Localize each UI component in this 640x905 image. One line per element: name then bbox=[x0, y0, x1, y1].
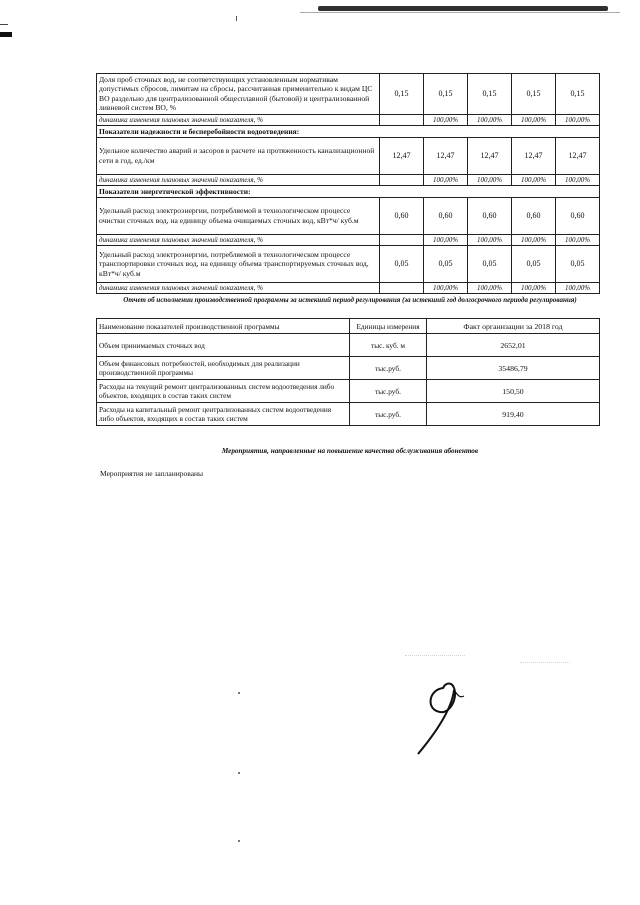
dynamics-label: динамика изменения плановых значений показателя, % bbox=[97, 282, 380, 293]
dynamics-label: динамика изменения плановых значений показателя, % bbox=[97, 234, 380, 245]
indicator-label: Удельный расход электроэнергии, потребляемой в технологическом процессе транспортировки сточных вод, на единицу объема транспортируемых сточных вод, кВт*ч/ куб.м bbox=[97, 245, 380, 282]
report-title: Отчет об исполнении производственной программы за истекший период регулирования (за истекший год долгосрочного периода регулирования) bbox=[123, 296, 577, 304]
dynamics-value: 100,00% bbox=[424, 114, 468, 125]
indicator-value: 0,05 bbox=[380, 245, 424, 282]
section-row bbox=[97, 185, 600, 197]
indicator-value: 0,60 bbox=[380, 197, 424, 234]
report-row bbox=[97, 357, 600, 380]
header-name: Наименование показателей производственной программы bbox=[97, 319, 350, 334]
indicator-label: Удельное количество аварий и засоров в расчете на протяженность канализационной сети в год, ед./км bbox=[97, 137, 380, 174]
dynamics-value: 100,00% bbox=[468, 234, 512, 245]
dynamics-value: 100,00% bbox=[512, 234, 556, 245]
indicator-value: 0,15 bbox=[512, 74, 556, 115]
indicator-value: 12,47 bbox=[468, 137, 512, 174]
dynamics-value: 100,00% bbox=[424, 234, 468, 245]
faint-stamp-trace bbox=[520, 662, 570, 673]
report-row-unit: тыс.руб. bbox=[350, 357, 427, 380]
report-row-name: Расходы на текущий ремонт централизованных систем водоотведения либо объектов, входящих в состав таких систем bbox=[97, 380, 350, 403]
scan-dot bbox=[238, 840, 240, 842]
dynamics-value: 100,00% bbox=[424, 282, 468, 293]
dynamics-row bbox=[97, 114, 600, 125]
scan-artifact-tick bbox=[236, 16, 237, 21]
header-fact: Факт организации за 2018 год bbox=[427, 319, 600, 334]
dynamics-value: 100,00% bbox=[512, 114, 556, 125]
indicator-value: 0,15 bbox=[380, 74, 424, 115]
scan-artifact-line bbox=[300, 12, 620, 13]
dynamics-value: 100,00% bbox=[556, 234, 600, 245]
indicator-value: 0,05 bbox=[468, 245, 512, 282]
indicator-value: 0,15 bbox=[424, 74, 468, 115]
report-row-name: Объем финансовых потребностей, необходимых для реализации производственной программы bbox=[97, 357, 350, 380]
indicator-label: Удельный расход электроэнергии, потребляемой в технологическом процессе очистки сточных вод, на единицу объема очищаемых сточных вод, кВт*ч/ куб.м bbox=[97, 197, 380, 234]
dynamics-value: 100,00% bbox=[556, 114, 600, 125]
report-header-row bbox=[97, 319, 600, 334]
dynamics-value: 100,00% bbox=[512, 174, 556, 185]
indicator-value: 0,05 bbox=[424, 245, 468, 282]
indicator-value: 12,47 bbox=[512, 137, 556, 174]
dynamics-value: 100,00% bbox=[424, 174, 468, 185]
measures-text: Мероприятия не запланированы bbox=[100, 469, 204, 478]
dynamics-row bbox=[97, 174, 600, 185]
report-row-fact: 35486,79 bbox=[427, 357, 600, 380]
indicator-value: 12,47 bbox=[424, 137, 468, 174]
report-row-unit: тыс. куб. м bbox=[350, 334, 427, 357]
section-heading: Показатели энергетической эффективности: bbox=[97, 185, 600, 197]
dynamics-value: 100,00% bbox=[512, 282, 556, 293]
report-row-unit: тыс.руб. bbox=[350, 403, 427, 426]
indicator-value: 0,60 bbox=[556, 197, 600, 234]
dynamics-value: 100,00% bbox=[468, 282, 512, 293]
dynamics-value: 100,00% bbox=[556, 282, 600, 293]
indicator-value: 0,05 bbox=[512, 245, 556, 282]
indicator-value: 0,60 bbox=[468, 197, 512, 234]
header-unit: Единицы измерения bbox=[350, 319, 427, 334]
report-row-name: Объем принимаемых сточных вод bbox=[97, 334, 350, 357]
dynamics-value bbox=[380, 174, 424, 185]
scan-dot bbox=[238, 692, 240, 694]
report-row-unit: тыс.руб. bbox=[350, 380, 427, 403]
indicator-value: 0,60 bbox=[512, 197, 556, 234]
indicator-value: 0,60 bbox=[424, 197, 468, 234]
dynamics-value bbox=[380, 282, 424, 293]
section-heading: Показатели надежности и бесперебойности водоотведения: bbox=[97, 125, 600, 137]
report-row bbox=[97, 380, 600, 403]
scan-artifact-left-thin bbox=[0, 24, 8, 25]
indicator-row bbox=[97, 137, 600, 174]
report-table bbox=[96, 318, 600, 426]
scan-dot bbox=[238, 772, 240, 774]
section-row bbox=[97, 125, 600, 137]
indicator-row bbox=[97, 74, 600, 115]
dynamics-value: 100,00% bbox=[468, 114, 512, 125]
report-row-fact: 150,50 bbox=[427, 380, 600, 403]
report-row bbox=[97, 403, 600, 426]
scan-artifact-left bbox=[0, 32, 12, 37]
indicator-value: 0,15 bbox=[468, 74, 512, 115]
dynamics-row bbox=[97, 282, 600, 293]
dynamics-row bbox=[97, 234, 600, 245]
indicators-table bbox=[96, 73, 600, 294]
indicator-label: Доля проб сточных вод, не соответствующих установленным нормативам допустимых сбросов, лимитам на сбросы, рассчитанная применительно к видам ЦС ВО раздельно для централизованной общесплавной (бытовой) и централизованной ливневой систем ВО, % bbox=[97, 74, 380, 115]
report-row-fact: 2652,01 bbox=[427, 334, 600, 357]
scan-artifact-top bbox=[318, 6, 608, 11]
dynamics-label: динамика изменения плановых значений показателя, % bbox=[97, 174, 380, 185]
handwritten-signature bbox=[388, 668, 508, 758]
indicator-value: 12,47 bbox=[556, 137, 600, 174]
report-row-name: Расходы на капитальный ремонт централизованных систем водоотведения либо объектов, входящих в состав таких систем bbox=[97, 403, 350, 426]
dynamics-value: 100,00% bbox=[556, 174, 600, 185]
indicator-value: 0,05 bbox=[556, 245, 600, 282]
indicator-value: 0,15 bbox=[556, 74, 600, 115]
dynamics-label: динамика изменения плановых значений показателя, % bbox=[97, 114, 380, 125]
indicator-value: 12,47 bbox=[380, 137, 424, 174]
indicator-row bbox=[97, 197, 600, 234]
measures-title: Мероприятия, направленные на повышение качества обслуживания абонентов bbox=[221, 447, 479, 455]
report-row-fact: 919,40 bbox=[427, 403, 600, 426]
dynamics-value: 100,00% bbox=[468, 174, 512, 185]
report-row bbox=[97, 334, 600, 357]
dynamics-value bbox=[380, 234, 424, 245]
dynamics-value bbox=[380, 114, 424, 125]
indicator-row bbox=[97, 245, 600, 282]
